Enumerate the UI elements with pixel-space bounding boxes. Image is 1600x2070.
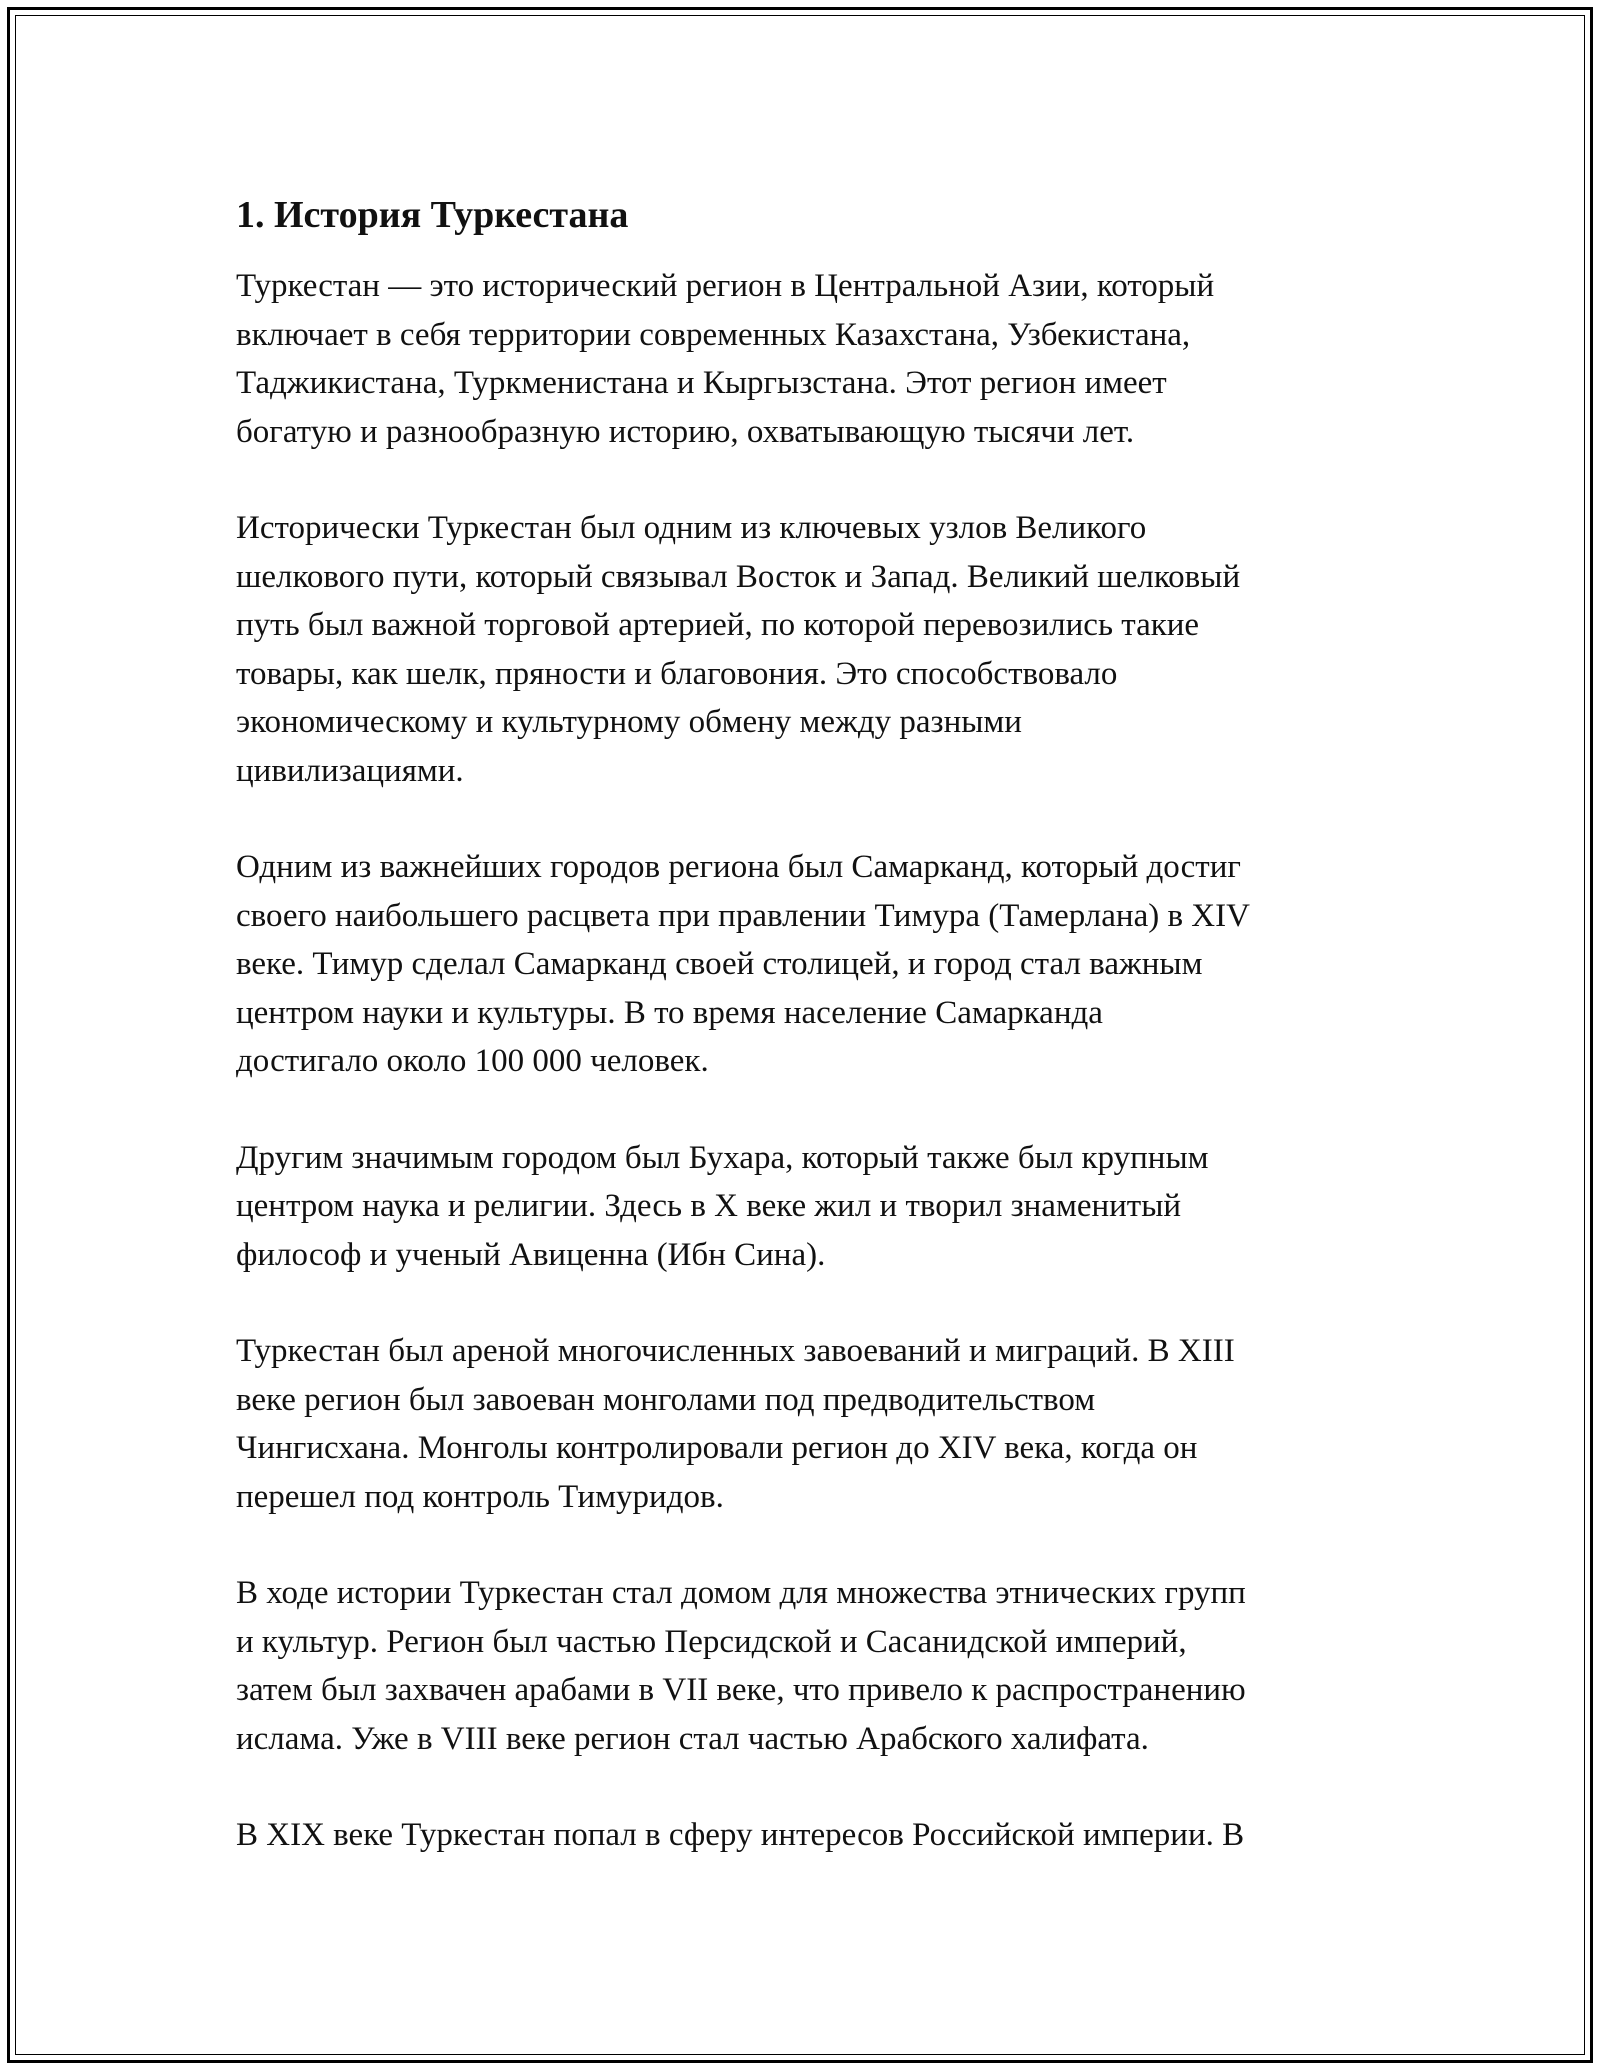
paragraph-line: богатую и разнообразную историю, охватывающую тысячи лет. bbox=[236, 413, 1135, 450]
paragraph-line: затем был захвачен арабами в VII веке, что привело к распространению bbox=[236, 1672, 1246, 1708]
paragraph-line: товары, как шелк, пряности и благовония. Это способствовало bbox=[236, 655, 1118, 692]
paragraph-line: шелкового пути, который связывал Восток и Запад. Великий шелковый bbox=[236, 558, 1241, 595]
paragraph-line: и культур. Регион был частью Персидской и Сасанидской империй, bbox=[236, 1623, 1187, 1660]
paragraph bbox=[236, 1569, 1376, 1763]
paragraph-list bbox=[236, 262, 1376, 1860]
paragraph-line: Другим значимым городом был Бухара, который также был крупным bbox=[236, 1139, 1209, 1176]
paragraph-line: достигало около 100 000 человек. bbox=[236, 1043, 709, 1079]
paragraph-line: философ и ученый Авиценна (Ибн Сина). bbox=[236, 1236, 826, 1273]
paragraph-line: центром наука и религии. Здесь в X веке жил и творил знаменитый bbox=[236, 1188, 1182, 1224]
paragraph bbox=[236, 504, 1376, 795]
paragraph-line: веке. Тимур сделал Самарканд своей столицей, и город стал важным bbox=[236, 946, 1203, 982]
paragraph-line: В XIX веке Туркестан попал в сферу интересов Российской империи. В bbox=[236, 1817, 1245, 1853]
paragraph-line: цивилизациями. bbox=[236, 752, 464, 789]
paragraph-line: Исторически Туркестан был одним из ключевых узлов Великого bbox=[236, 510, 1147, 546]
paragraph bbox=[236, 1134, 1376, 1280]
paragraph-line: перешел под контроль Тимуридов. bbox=[236, 1478, 724, 1515]
paragraph-line: Туркестан — это исторический регион в Центральной Азии, который bbox=[236, 268, 1215, 304]
section-heading: 1. История Туркестана bbox=[236, 194, 629, 236]
paragraph-line: В ходе истории Туркестан стал домом для множества этнических групп bbox=[236, 1575, 1246, 1611]
paragraph-line: Таджикистана, Туркменистана и Кыргызстана. Этот регион имеет bbox=[236, 365, 1167, 401]
paragraph bbox=[236, 843, 1376, 1086]
document-body bbox=[236, 190, 1376, 1908]
paragraph-line: Одним из важнейших городов региона был Самарканд, который достиг bbox=[236, 849, 1241, 885]
paragraph-line: путь был важной торговой артерией, по которой перевозились такие bbox=[236, 607, 1200, 643]
paragraph-line: экономическому и культурному обмену между разными bbox=[236, 704, 1022, 740]
paragraph-line: своего наибольшего расцвета при правлении Тимура (Тамерлана) в XIV bbox=[236, 897, 1250, 934]
paragraph-line: веке регион был завоеван монголами под предводительством bbox=[236, 1381, 1096, 1418]
paragraph bbox=[236, 262, 1376, 456]
paragraph-line: Туркестан был ареной многочисленных завоеваний и миграций. В XIII bbox=[236, 1333, 1235, 1369]
paragraph bbox=[236, 1811, 1376, 1860]
paragraph-line: включает в себя территории современных Казахстана, Узбекистана, bbox=[236, 316, 1191, 353]
paragraph-line: ислама. Уже в VIII веке регион стал частью Арабского халифата. bbox=[236, 1720, 1149, 1757]
paragraph bbox=[236, 1327, 1376, 1521]
paragraph-line: Чингисхана. Монголы контролировали регион до XIV века, когда он bbox=[236, 1430, 1198, 1466]
paragraph-line: центром науки и культуры. В то время население Самарканда bbox=[236, 994, 1103, 1031]
